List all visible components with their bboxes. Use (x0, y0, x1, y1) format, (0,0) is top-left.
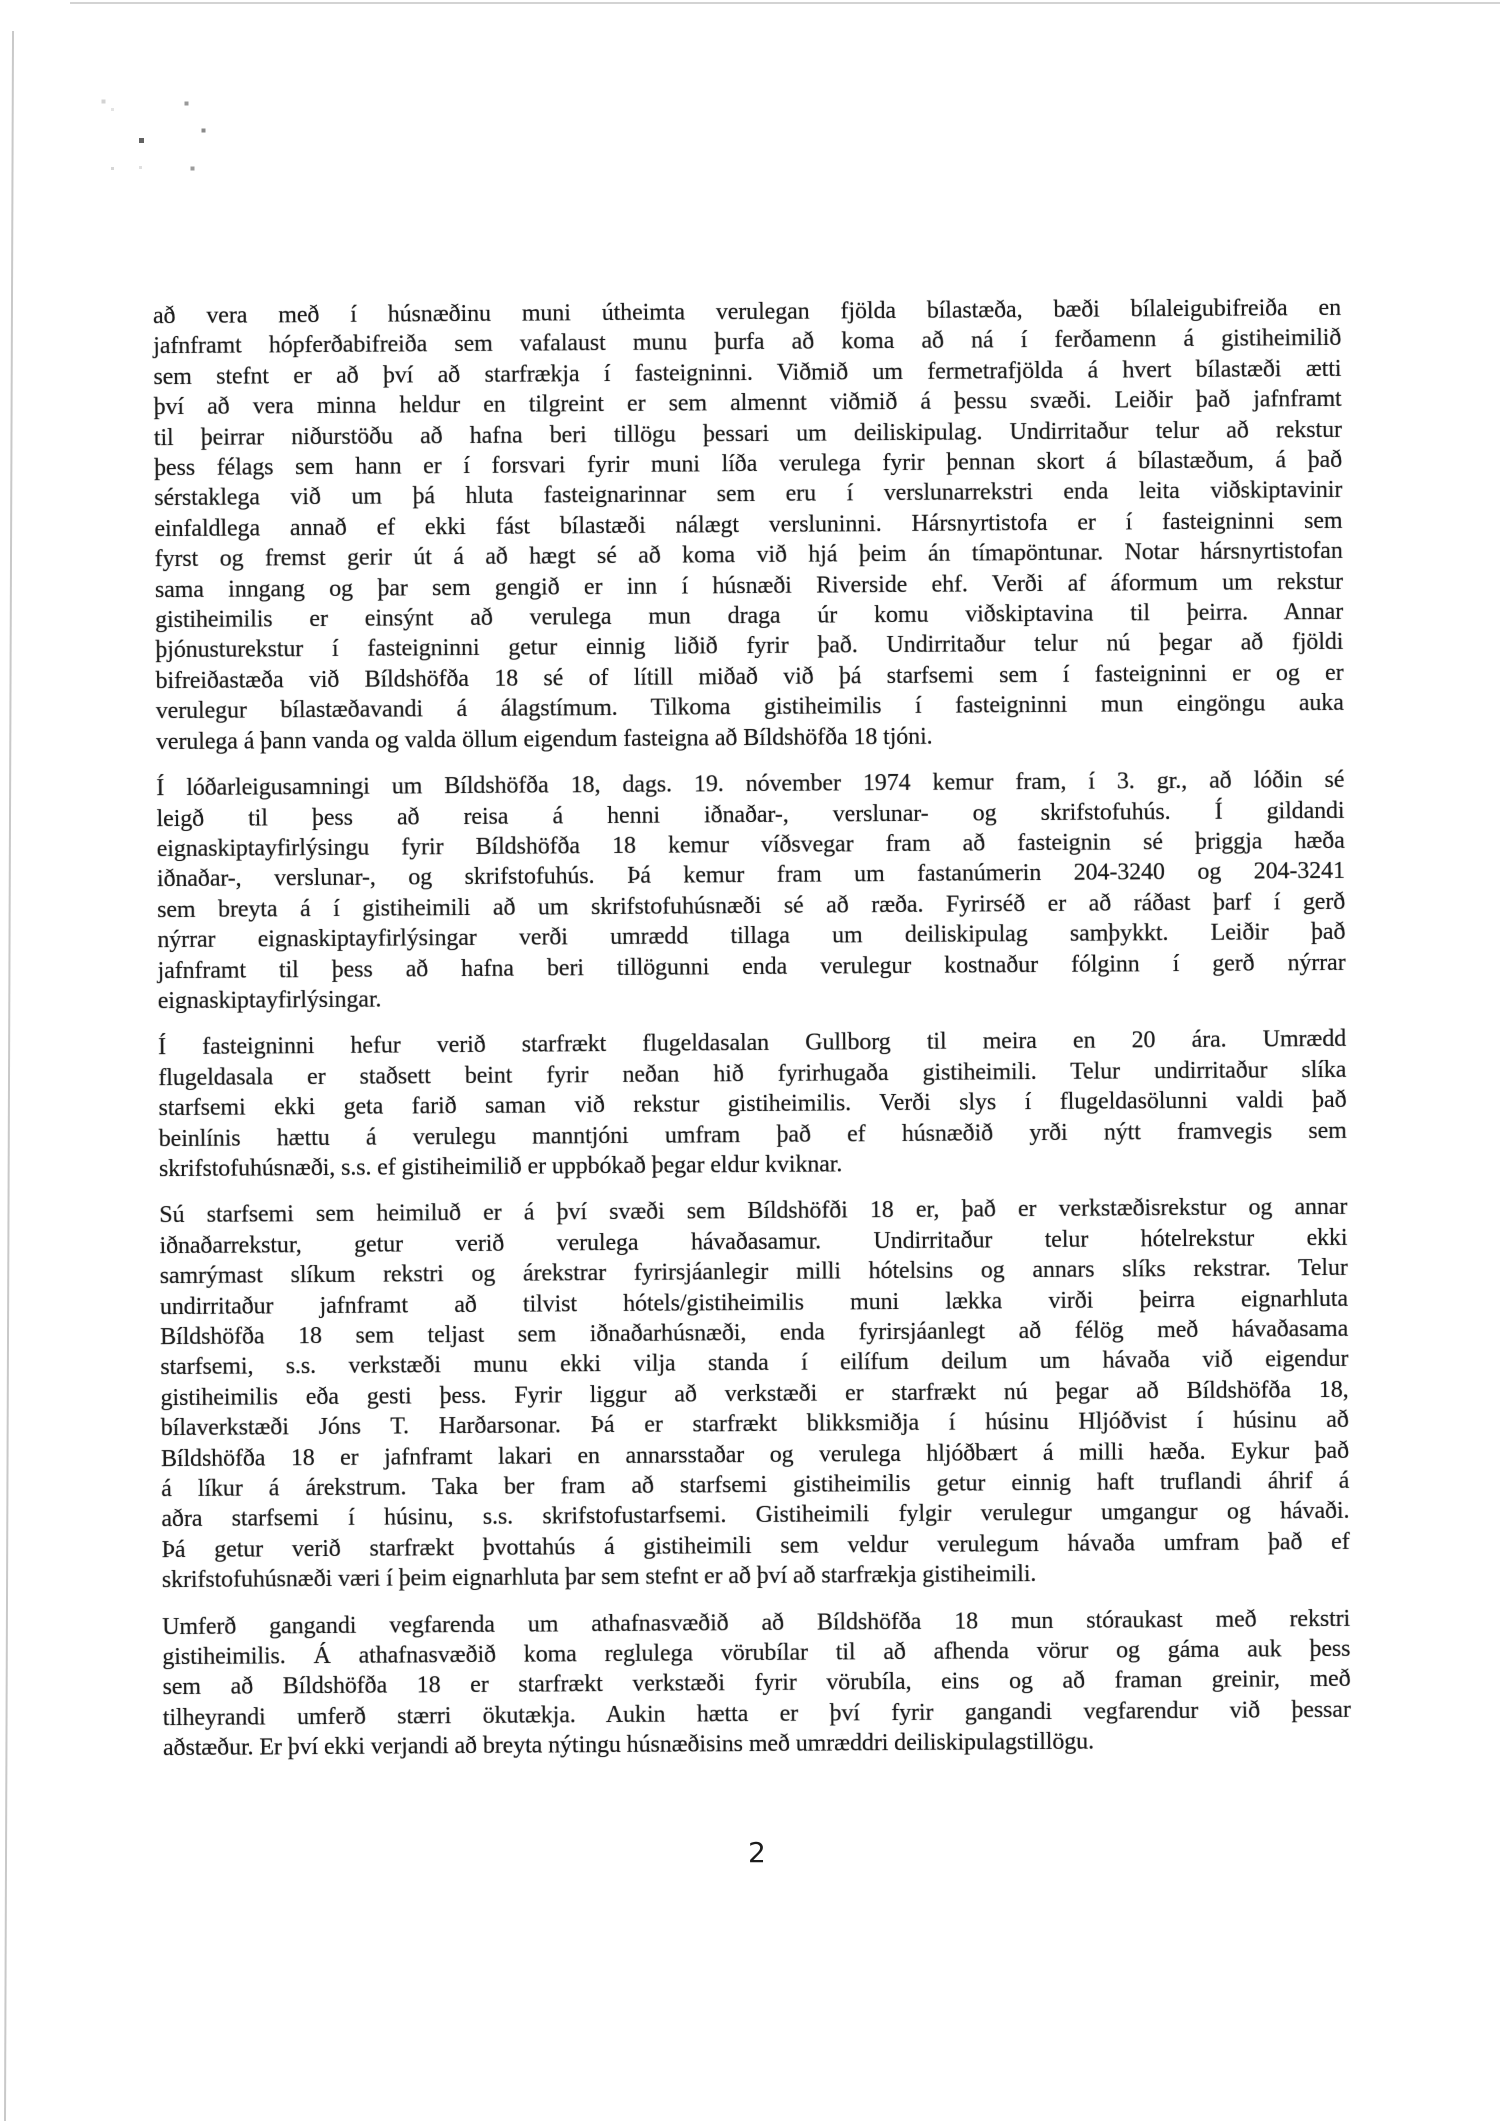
text-line: aðstæður. Er því ekki verjandi að breyta nýtingu húsnæðisins með umræddri deiliskipulagstillögu. (162, 1728, 1095, 1762)
document-text (153, 293, 1351, 1764)
text-line: því að vera minna heldur en tilgreint er sem almennt viðmið á þessu svæði. Leiðir það jafnframt (153, 386, 1342, 421)
text-line: fyrst og fremst gerir út á að hægt sé að koma við hjá þeim án tímapöntunar. Notar hársnyrtistofan (154, 538, 1343, 573)
text-line: bílaverkstæði Jóns T. Harðarsonar. Þá er starfrækt blikksmiðja í húsinu Hljóðvist í húsinu að (160, 1407, 1349, 1442)
text-line: starfsemi, s.s. verkstæði munu ekki vilja standa í eilífum deilum um hávaða við eigendur (160, 1346, 1349, 1381)
paragraph (153, 293, 1344, 757)
scan-artifact-left-line (4, 31, 14, 2121)
scan-artifact-top-line (70, 2, 1500, 4)
text-line: Bíldshöfða 18 sem teljast sem iðnaðarhúsnæði, enda fyrirsjáanlegt að félög með hávaðasama (160, 1315, 1349, 1351)
text-line: iðnaðar-, verslunar-, og skrifstofuhús. Þá kemur fram um fastanúmerin 204-3240 og 204-3241 (156, 858, 1346, 893)
text-line: sem að Bíldshöfða 18 er starfrækt verkstæði fyrir vörubíla, eins og að framan greinir, með (162, 1666, 1351, 1701)
text-line: sama inngang og þar sem gengið er inn í húsnæði Riverside ehf. Verði af áformum um rekstur (154, 568, 1343, 603)
text-line: sérstaklega við um þá hluta fasteignarinnar sem eru í verslunarrekstri enda leita viðskiptavinir (154, 477, 1343, 512)
text-line: jafnframt hópferðabifreiða sem vafalaust munu þurfa að koma að ná í ferðamenn á gistiheimilið (153, 325, 1342, 360)
text-line: gistiheimilis er einsýnt að verulega mun draga úr komu viðskiptavina til þeirra. Annar (155, 598, 1344, 634)
page-number: 2 (748, 1836, 766, 1869)
text-line: Í fasteigninni hefur verið starfrækt flugeldasalan Gullborg til meira en 20 ára. Umrædd (158, 1026, 1347, 1061)
text-line: samrýmast slíkum rekstri og árekstrar fyrirsjáanlegir milli hótelsins og annars slíks rekstrar. Telur (159, 1255, 1348, 1290)
text-line: sem stefnt er að því að starfrækja í fasteigninni. Viðmið um fermetrafjölda á hvert bílastæði ætti (153, 355, 1342, 390)
text-line: sem breyta á í gistiheimili að um skrifstofuhúsnæði sé að ræða. Fyrirséð er að ráðast þarf í gerð (157, 888, 1346, 923)
text-line: nýrrar eignaskiptayfirlýsingar verði umrædd tillaga um deiliskipulag samþykkt. Leiðir það (157, 918, 1346, 954)
text-line: starfsemi ekki geta farið saman við rekstur gistiheimilis. Verði slys í flugeldasölunni valdi það (158, 1087, 1347, 1122)
text-line: þess félags sem hann er í forsvari fyrir muni líða verulega fyrir þennan skort á bílastæðum, á það (153, 446, 1343, 482)
text-line: jafnframt til þess að hafna beri tillögunni enda verulegur kostnaður fólginn í gerð nýrrar (157, 949, 1346, 984)
text-line: verulegur bílastæðavandi á álagstímum. Tilkoma gistiheimilis í fasteigninni mun eingöngu auka (155, 690, 1344, 725)
text-line: skrifstofuhúsnæði, s.s. ef gistiheimilið er uppbókað þegar eldur kviknar. (158, 1151, 843, 1183)
text-line: eignaskiptayfirlýsingar. (157, 986, 382, 1015)
paragraph (162, 1603, 1351, 1763)
paragraph (159, 1192, 1350, 1596)
paragraph (156, 765, 1346, 1017)
text-line: gistiheimilis eða gesti þess. Fyrir liggur að verkstæði er starfrækt nú þegar að Bíldshöfða 18, (160, 1376, 1349, 1411)
text-line: skrifstofuhúsnæði væri í þeim eignarhluta þar sem stefnt er að því að starfrækja gistiheimili. (161, 1561, 1037, 1594)
text-line: að vera með í húsnæðinu muni útheimta verulegan fjölda bílastæða, bæði bílaleigubifreiða en (152, 294, 1342, 330)
text-line: leigð til þess að reisa á henni iðnaðar-, verslunar- og skrifstofuhús. Í gildandi (156, 797, 1345, 832)
text-line: iðnaðarrekstur, getur verið verulega hávaðasamur. Undirritaður telur hótelrekstur ekki (159, 1224, 1348, 1259)
text-line: flugeldasala er staðsett beint fyrir neðan hið fyrirhugaða gistiheimili. Telur undirritaður slíka (158, 1056, 1347, 1091)
text-line: Þá getur verið starfrækt þvottahús á gistiheimili sem veldur verulegum hávaða umfram það ef (161, 1528, 1350, 1563)
pencil-marks (0, 0, 1, 1)
text-line: aðra starfsemi í húsinu, s.s. skrifstofustarfsemi. Gistiheimili fylgir verulegur umgangur og hávaði. (161, 1498, 1350, 1533)
text-line: undirritaður jafnframt að tilvist hótels/gistiheimilis muni lækka virði þeirra eignarhluta (159, 1285, 1348, 1320)
text-line: Í lóðarleigusamningi um Bíldshöfða 18, dags. 19. nóvember 1974 kemur fram, í 3. gr., að lóðin sé (156, 766, 1345, 802)
text-line: á líkur á árekstrum. Taka ber fram að starfsemi gistiheimilis getur einnig haft truflandi áhrif á (161, 1467, 1350, 1503)
paragraph (158, 1024, 1347, 1184)
text-line: Sú starfsemi sem heimiluð er á því svæði sem Bíldshöfði 18 er, það er verkstæðisrekstur og annar (159, 1194, 1348, 1229)
text-line: tilheyrandi umferð stærri ökutækja. Aukin hætta er því fyrir gangandi vegfarendur við þessar (162, 1696, 1351, 1732)
text-line: beinlínis hættu á verulegu manntjóni umfram það ef húsnæðið yrði nýtt framvegis sem (158, 1117, 1347, 1152)
text-line: bifreiðastæða við Bíldshöfða 18 sé of lítill miðað við þá starfsemi sem í fasteigninni er og er (155, 659, 1344, 695)
text-line: Bíldshöfða 18 er jafnframt lakari en annarsstaðar og verulega hljóðbært á milli hæða. Eykur það (160, 1437, 1350, 1472)
text-line: eignaskiptayfirlýsingu fyrir Bíldshöfða 18 kemur víðsvegar fram að fasteignin sé þriggja hæða (156, 827, 1345, 863)
text-line: verulega á þann vanda og valda öllum eigendum fasteigna að Bíldshöfða 18 tjóni. (155, 723, 933, 755)
text-line: til þeirrar niðurstöðu að hafna beri tillögu þessari um deiliskipulag. Undirritaður telur að rekstur (153, 416, 1342, 451)
text-line: einfaldlega annað ef ekki fást bílastæði nálægt versluninni. Hársnyrtistofa er í fasteigninni sem (154, 507, 1343, 543)
text-line: þjónusturekstur í fasteigninni getur einnig liðið fyrir það. Undirritaður telur nú þegar að fjöldi (155, 629, 1344, 664)
text-line: Umferð gangandi vegfarenda um athafnasvæðið að Bíldshöfða 18 mun stóraukast með rekstri (162, 1605, 1351, 1640)
text-line: gistiheimilis. Á athafnasvæðið koma reglulega vörubílar til að afhenda vörur og gáma auk þess (162, 1635, 1351, 1671)
